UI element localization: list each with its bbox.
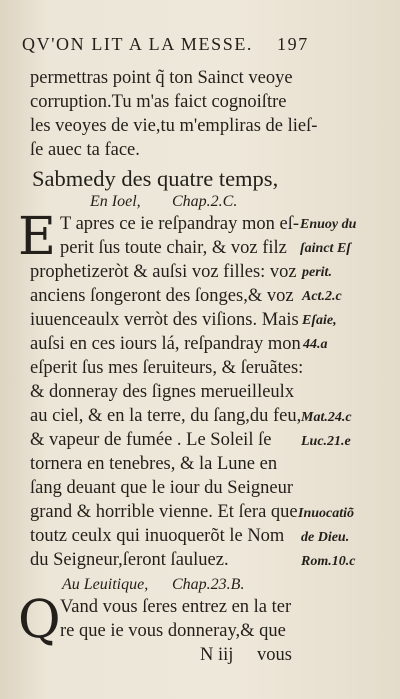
text-line: iuuenceaulx verròt des viſions. Mais (30, 310, 299, 330)
text-line: Vand vous ſeres entrez en la ter (60, 597, 292, 617)
margin-note: Rom.10.c (301, 554, 356, 569)
text-line: & donneray des ſignes merueilleulx (30, 382, 295, 402)
text-line: grand & horrible vienne. Et ſera que (30, 502, 298, 522)
catchword: vous (257, 645, 292, 665)
text-line: corruption.Tu m'as faict cognoiſtre (30, 92, 287, 112)
drop-cap: E (18, 207, 56, 267)
running-head (22, 34, 309, 55)
running-head-title: QV'ON LIT A LA MESSE. (22, 34, 254, 54)
text-line: perit ſus toute chair, & voz filz (60, 238, 287, 258)
text-line: prophetizeròt & auſsi voz filles: voz (30, 262, 297, 282)
margin-note: 44.a (303, 337, 328, 352)
source-book: Au Leuitique, (62, 576, 149, 593)
margin-note: Mat.24.c (301, 410, 352, 425)
margin-note: Eſaie, (302, 313, 337, 328)
source-chapter: Chap.23.B. (172, 576, 245, 593)
text-line: ſang deuant que le iour du Seigneur (30, 478, 294, 498)
margin-note: perit. (302, 265, 332, 280)
text-line: ſe auec ta face. (30, 140, 140, 160)
text-line: anciens ſongeront des ſonges,& voz (30, 286, 294, 306)
text-line: au ciel, & en la terre, du ſang,du feu, (30, 406, 302, 426)
page-number: 197 (277, 34, 309, 54)
drop-cap: Q (18, 590, 61, 650)
source-chapter: Chap.2.C. (172, 193, 238, 210)
margin-note: Act.2.c (302, 289, 342, 304)
signature-mark: N iij (200, 645, 234, 665)
text-line: tornera en tenebres, & la Lune en (30, 454, 278, 474)
text-line: T apres ce ie reſpandray mon eſ- (60, 214, 300, 234)
text-line: toutz ceulx qui inuoquerõt le Nom (30, 526, 285, 546)
section-heading: Sabmedy des quatre temps, (32, 166, 279, 191)
text-line: les veoyes de vie,tu m'empliras de lieſ- (30, 116, 318, 136)
margin-note: Luc.21.e (301, 434, 351, 449)
source-book: En Ioel, (90, 193, 141, 210)
margin-note: ſainct Eſ (300, 241, 351, 256)
margin-note: Inuocatiõ (298, 506, 355, 521)
text-line: eſperit ſus mes ſeruiteurs, & ſeruãtes: (30, 358, 304, 378)
text-line: re que ie vous donneray,& que (60, 621, 286, 641)
text-line: auſsi en ces iours lá, reſpandray mon (30, 334, 301, 354)
text-line: du Seigneur,ſeront ſauluez. (30, 550, 229, 570)
margin-note: Enuoy du (300, 217, 357, 232)
margin-note: de Dieu. (301, 530, 350, 545)
text-line: permettras point q̃ ton Sainct veoye (30, 68, 293, 88)
text-line: & vapeur de fumée . Le Soleil ſe (30, 430, 272, 450)
